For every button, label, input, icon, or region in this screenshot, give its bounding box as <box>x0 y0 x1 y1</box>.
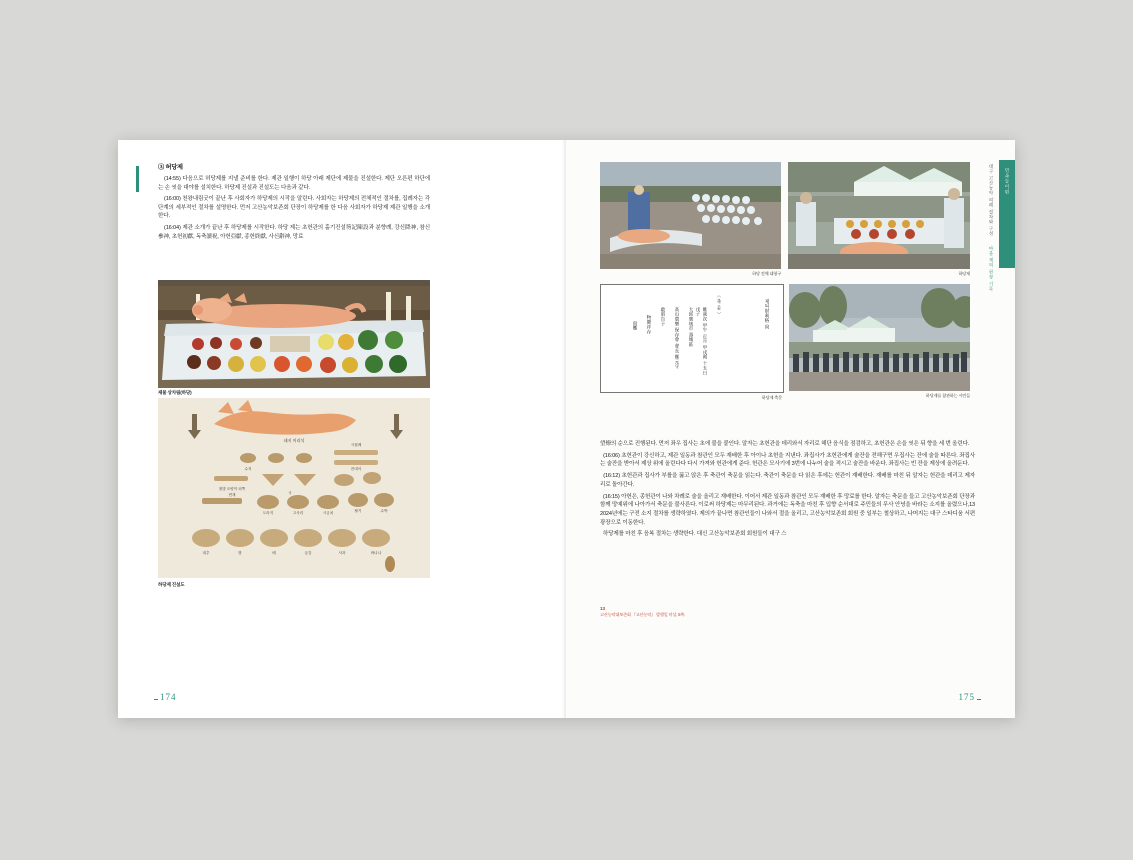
paragraph: (16:06) 초헌관이 강신하고, 제관 일동과 참관인 모두 재배한 후 아이나 초헌을 지낸다. 좌집사가 초헌관에게 술잔을 전해구면 우집사는 잔에 술을 따른다. 좌집사는 술잔을 받아서 제상 위에 올린다다 다시 가져와 헌관에게 준다. 헌관은 모사기에 3번에 나누어 술을 적시고 술잔을 바운다. 좌집사는 빈 잔을 제상에 올려둔다. <box>600 452 975 468</box>
svg-text:밤: 밤 <box>238 551 242 555</box>
chukmun-column: 維歲次 甲午 正月 甲戌朔 十五日 戊子 <box>696 307 708 376</box>
chukmun-column: 敢昭告于 <box>661 307 666 327</box>
left-page <box>118 140 566 718</box>
paragraph: (14:55) 다음으로 허당제를 지낼 준비를 한다. 제관 일행이 하당 아래 제단에 제물을 진설한다. 제단 오른편 하단에는 손 씻을 대야를 설치한다. 하당제 진설과 진설도는 다음과 같다. <box>158 176 430 191</box>
svg-text:수저: 수저 <box>244 467 252 471</box>
section-tab-label: 민속놀이편 <box>1005 168 1010 195</box>
svg-text:돼지 머리석: 돼지 머리석 <box>283 438 305 443</box>
paragraph: (16:15) 아헌은, 종헌관이 나와 차례로 술을 올리고 재배한다. 이어서 제관 일동과 참관인 모두 재배한 후 망료를 한다. 알자는 축문을 들고 고산농악보존회 단장과 함께 망예위에 나아가서 축문을 불사른다. 이로써 하당제는 마무리된다. 과거에는 독축을 마친 후 입향 순서대로 주민들의 무사 안녕을 바라는 소지를 올렸으나,13 2024년에는 구전 소지 절차를 생략하였다. 제의가 끝나면 참관인들이 나와서 절을 올리고, 고산농악보존회 회원 중 일부는 철상하고, 나머지는 대구 스타디움 서편 광장으로 이동한다. <box>600 493 976 526</box>
side-title: 마을 제의 현장 기록 <box>989 246 994 292</box>
chukmun-header: 〈 축 문 〉 <box>717 293 722 317</box>
chukmun-column: 物慶祥存 <box>647 315 652 335</box>
figure-caption: 하당제 진설도 <box>158 582 185 587</box>
chukmun-side-note: 제되財利格 尙 <box>765 299 770 330</box>
photo-caption: 하당제를 참관하는 시민들 <box>925 393 970 398</box>
section-heading: ③ 허당제 <box>158 164 183 171</box>
running-side-titles <box>988 164 997 624</box>
paragraph: (16:00) 천왕내림굿이 끝난 후 사회자가 하당제의 시작을 알린다. 사회자는 하당제의 전체적인 절차를, 집례자는 각 단계의 세부적인 절차를 설명한다. 먼저 고산농악보존회 단장이 하당제를 한 다음 사회자가 하당제 제관 일행을 소개한다. <box>158 196 430 220</box>
page-accent-bar <box>136 166 139 192</box>
photo-caption: 하당 전체 대형구 <box>752 271 781 276</box>
photo-spectators <box>789 284 970 391</box>
paragraph: 하당제를 마친 후 음복 절차는 생략한다. 대신 고산농악보존회 회원들이 대구 스 <box>602 531 787 538</box>
photo-caption: 하당제 <box>958 271 970 276</box>
svg-text:팔기: 팔기 <box>354 509 362 513</box>
paragraph: (16:04) 제관 소개가 끝난 후 하당제를 시작한다. 하당 제는 초헌관의 홀기진설笏記陳設과 분향례, 강신降神, 참신參神, 초헌初獻, 독축讀祝, 아헌亞獻, 종헌終獻, 사신辭神, 망료 <box>158 224 430 240</box>
svg-text:바나나: 바나나 <box>370 551 382 555</box>
offering-layout-diagram <box>158 398 430 578</box>
svg-text:도라지: 도라지 <box>262 511 274 515</box>
photo-hadangje <box>788 162 970 269</box>
photo-ceremony-formation <box>600 162 781 269</box>
svg-text:수박: 수박 <box>380 509 388 513</box>
svg-text:찰밥 모양이 외쪽: 찰밥 모양이 외쪽 <box>218 487 246 491</box>
chukmun-document <box>600 284 784 393</box>
svg-text:배: 배 <box>272 551 276 555</box>
right-text-column <box>600 440 975 542</box>
svg-text:대추: 대추 <box>202 551 210 555</box>
svg-text:곶감: 곶감 <box>304 551 312 555</box>
footnote-number: 13 <box>600 606 606 611</box>
offering-table-photo <box>158 280 430 388</box>
photo-grid <box>600 162 970 401</box>
section-tab <box>999 160 1015 268</box>
footnote <box>600 606 780 618</box>
footnote-text: 고산농악대보존회 『고산농악』 발행일 미상, 5쪽. <box>600 612 686 617</box>
figure-caption: 제물 상차림(하당) <box>158 390 192 395</box>
book-spread <box>118 140 1015 718</box>
paragraph: 望燎의 순으로 진행된다. 먼저 좌우 집사는 초에 불을 붙인다. 알자는 초헌관을 데리와서 자리로 헤단 음식을 점검하고, 초헌관은 손을 씻은 뒤 향을 세 번 올린다. <box>600 441 970 447</box>
svg-text:사과: 사과 <box>338 551 346 555</box>
svg-text:시금치: 시금치 <box>322 511 334 515</box>
chukmun-column: 高山農樂 保存會 會長 鄭元守 <box>675 307 680 370</box>
svg-text:고사리: 고사리 <box>292 511 304 515</box>
svg-text:국: 국 <box>288 491 292 495</box>
page-number-left: 174 <box>160 692 177 702</box>
right-page <box>566 140 1015 718</box>
chukmun-column: 尙饗 <box>633 321 638 331</box>
paragraph: (16:12) 초헌관과 집사가 부를을 꿇고 앉은 후 축관이 축문을 읽는다. 축관이 축문을 다 읽은 후에는 헌관이 재배한다. 재배를 마친 뒤 알자는 헌관을 데리고 제자리로 돌아간다. <box>600 473 975 488</box>
svg-text:잔대석: 잔대석 <box>350 467 362 471</box>
side-title: 대구 고산농악 의례 절차와 구성 <box>989 164 994 237</box>
svg-text:시접례: 시접례 <box>350 443 362 447</box>
left-text-column <box>158 162 430 244</box>
page-number-right: 175 <box>958 692 975 702</box>
svg-text:면재: 면재 <box>228 493 236 497</box>
photo-caption: 하당제 축문 <box>761 395 782 400</box>
chukmun-column: 大邱廣域市 壽城區 <box>689 307 694 347</box>
